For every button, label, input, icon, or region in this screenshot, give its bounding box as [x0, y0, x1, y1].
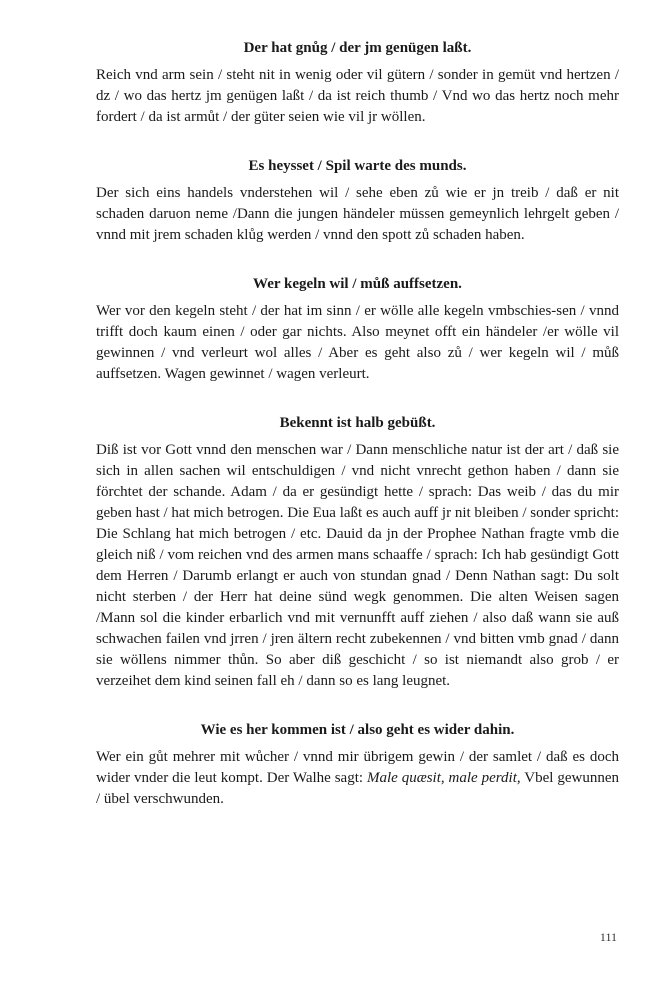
section-paragraph: Wer vor den kegeln steht / der hat im sinn / er wölle alle kegeln vmbschies-sen / vnnd trifft doch kaum einen / oder gar nichts. Also meynet offt ein händeler /er wölle vil gewinnen / vnd verleurt wol alles / Aber es geht also zů / wer kegeln wil / můß auffsetzen. Wagen gewinnet / wagen verleurt.: [96, 303, 619, 382]
section-paragraph: Der sich eins handels vnderstehen wil / sehe eben zů wie er jn treib / daß er nit schaden daruon neme /Dann die jungen händeler müssen gemeynlich lehrgelt geben / vnnd mit jrem schaden klůg werden / vnnd den spott zů schaden haben.: [96, 185, 619, 243]
proverb-section-2: [96, 156, 619, 246]
section-paragraph: Diß ist vor Gott vnnd den menschen war / Dann menschliche natur ist der art / daß sie sich in allen sachen wil entschuldigen / vnd nicht vnrecht gethon haben / dann sie förchtet der schande. Adam / da er gesündigt hette / sprach: Das weib / das du mir geben hast / hat mich betrogen. Die Eua laßt es auch auff jr nit bleiben / sonder spricht: Die Schlang hat mich betrogen / etc. Dauid da jn der Prophee Nathan fragte vmb die gleich niß / vom reichen vnd des armen mans schaaffe / sprach: Ich hab gesündigt Gott dem Herren / Darumb erlangt er auch von stundan gnad / Denn Nathan sagt: Du solt nicht sterben / der Herr hat deine sünd wegk genommen. Die alten Weisen sagen /Mann sol die kinder erbarlich vnd mit vernunfft auff ziehen / also daß wann sie auß schwachen failen vnd jrren / jren ältern recht zubekennen / vnd bitten vmb gnad / dann sie wöllens nimmer thůn. So aber diß geschicht / so ist niemandt also grob / er verzeihet dem kind seinen fall eh / dann so es lang leugnet.: [96, 442, 619, 689]
section-heading: Der hat gnůg / der jm genügen laßt.: [243, 40, 472, 56]
page-number: 111: [599, 930, 617, 944]
section-heading: Bekennt ist halb gebüßt.: [279, 415, 436, 431]
section-paragraph: Reich vnd arm sein / steht nit in wenig oder vil gütern / sonder in gemüt vnd hertzen / dz / wo das hertz jm genügen laßt / da ist reich thumb / Vnd wo das hertz noch mehr fordert / da ist armůt / der güter seien wie vil jr wöllen.: [96, 67, 619, 125]
section-heading: Wer kegeln wil / můß auffsetzen.: [253, 276, 462, 292]
section-heading: Wie es her kommen ist / also geht es wider dahin.: [200, 722, 515, 738]
section-heading: Es heysset / Spil warte des munds.: [248, 158, 467, 174]
proverb-section-3: [96, 274, 619, 385]
section-paragraph: [96, 747, 619, 810]
proverb-section-1: [96, 38, 619, 128]
paragraph-text-start: Wer ein gůt mehrer mit wůcher / vnnd mir übrigem gewin / der samlet / daß es doch wider vnder die leut kompt. Der Walhe sagt:: [96, 749, 619, 786]
book-page: [96, 38, 619, 838]
proverb-section-4: [96, 413, 619, 692]
paragraph-text-end: Vbel gewunnen / übel verschwunden.: [96, 770, 619, 807]
latin-quotation: Male quæsit, male perdit,: [366, 770, 521, 786]
proverb-section-5: [96, 720, 619, 810]
